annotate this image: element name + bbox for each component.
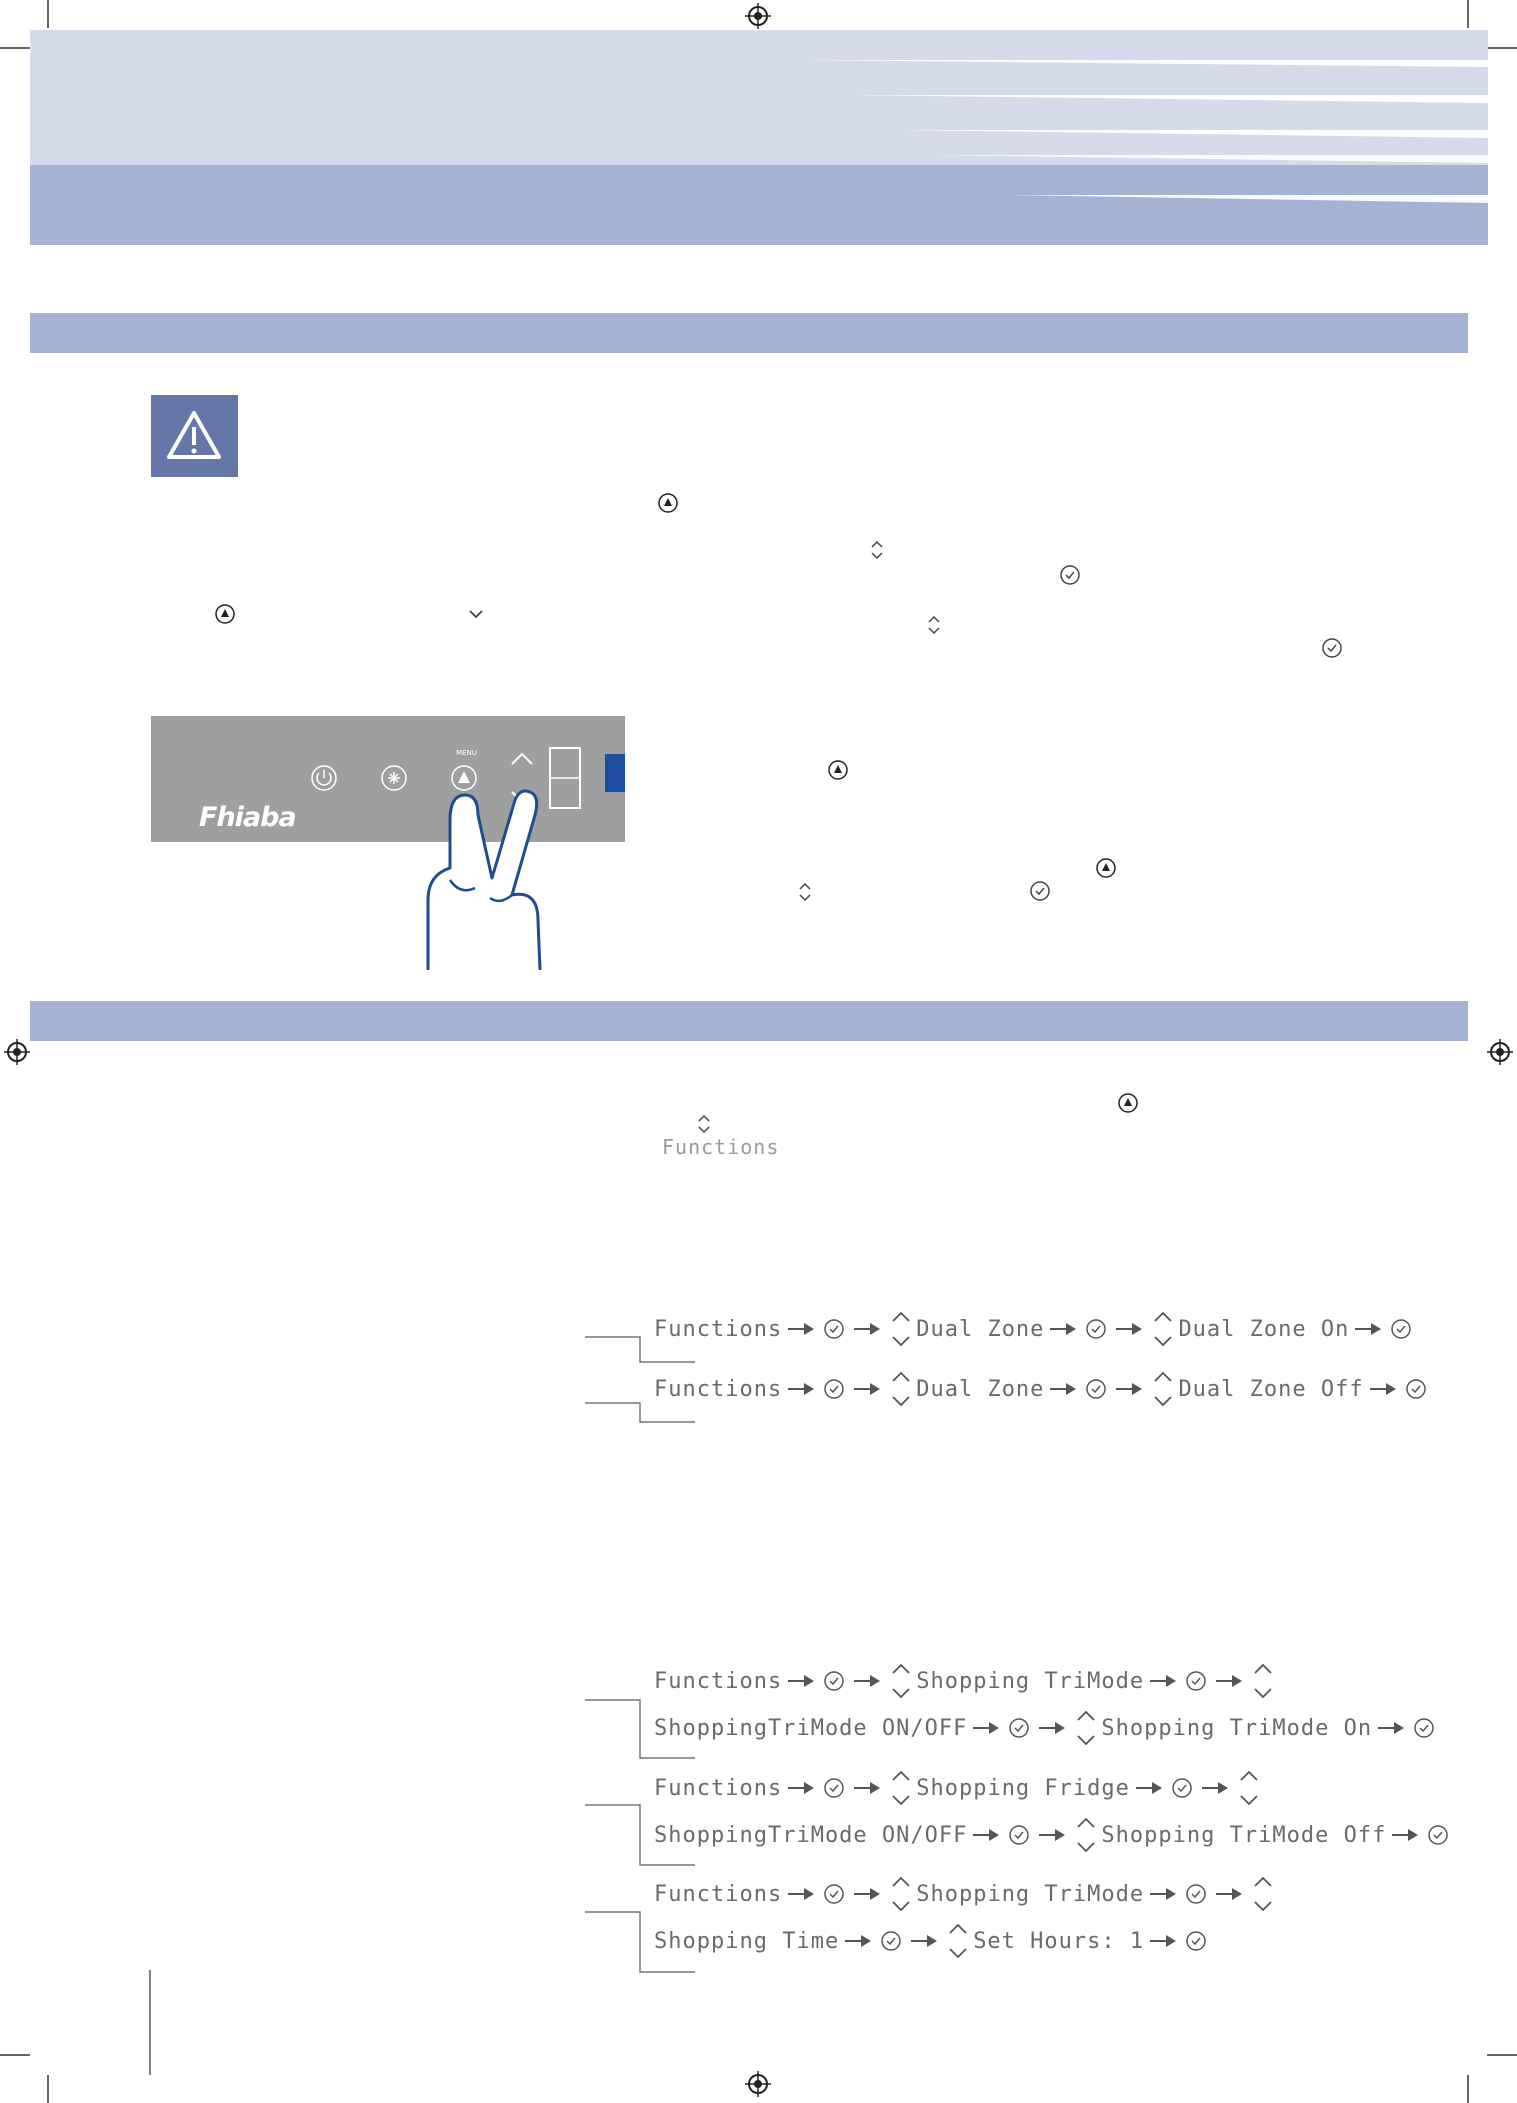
section-bar-2 xyxy=(30,1001,1468,1041)
check-icon xyxy=(1320,636,1344,660)
flow-step: Dual Zone xyxy=(916,1376,1045,1402)
flow-step: Functions xyxy=(654,1376,783,1402)
flow-row-dual-zone-off xyxy=(654,1369,1430,1409)
check-icon xyxy=(1170,1776,1194,1800)
up-down-arrow-icon xyxy=(1252,1661,1274,1701)
flow-step: ShoppingTriMode ON/OFF xyxy=(654,1822,968,1848)
check-icon xyxy=(1084,1317,1108,1341)
registration-mark-icon xyxy=(745,3,771,29)
arrow-right-icon xyxy=(854,1381,880,1397)
up-down-arrow-icon xyxy=(1075,1815,1097,1855)
flow-step: Shopping Fridge xyxy=(916,1775,1130,1801)
down-arrow-icon xyxy=(464,602,488,626)
flow-step: Shopping TriMode On xyxy=(1101,1715,1373,1741)
up-down-arrow-icon xyxy=(890,1309,912,1349)
flow-step: Dual Zone xyxy=(916,1316,1045,1342)
flow-row-dual-zone-on xyxy=(654,1309,1415,1349)
check-icon xyxy=(879,1929,903,1953)
arrow-right-icon xyxy=(1136,1780,1162,1796)
check-icon xyxy=(1184,1929,1208,1953)
arrow-right-icon xyxy=(1116,1381,1142,1397)
check-icon xyxy=(1007,1823,1031,1847)
arrow-right-icon xyxy=(973,1720,999,1736)
warning-icon xyxy=(151,395,238,477)
up-down-arrow-icon xyxy=(1152,1309,1174,1349)
arrow-right-icon xyxy=(788,1886,814,1902)
arrow-right-icon xyxy=(1216,1673,1242,1689)
up-down-arrow-icon xyxy=(890,1661,912,1701)
menu-button-icon xyxy=(213,602,237,626)
arrow-right-icon xyxy=(1216,1886,1242,1902)
arrow-right-icon xyxy=(1050,1321,1076,1337)
arrow-right-icon xyxy=(854,1321,880,1337)
up-down-arrow-icon xyxy=(865,538,889,562)
brand-logo: Fhiaba xyxy=(199,802,296,833)
flow-step: Functions xyxy=(654,1668,783,1694)
up-down-arrow-icon xyxy=(890,1369,912,1409)
snowflake-icon xyxy=(382,766,406,790)
flow-row-shopping-2a xyxy=(654,1768,1264,1808)
flow-step: Functions xyxy=(654,1316,783,1342)
flow-row-shopping-1b xyxy=(654,1708,1438,1748)
check-icon xyxy=(822,1882,846,1906)
arrow-right-icon xyxy=(1039,1720,1065,1736)
check-icon xyxy=(1389,1317,1413,1341)
arrow-right-icon xyxy=(911,1933,937,1949)
up-down-arrow-icon xyxy=(692,1112,716,1136)
menu-button-icon xyxy=(1116,1091,1140,1115)
flow-row-shopping-3a xyxy=(654,1874,1278,1914)
arrow-right-icon xyxy=(1050,1381,1076,1397)
up-down-arrow-icon xyxy=(890,1768,912,1808)
arrow-right-icon xyxy=(845,1933,871,1949)
arrow-right-icon xyxy=(854,1886,880,1902)
up-down-arrow-icon xyxy=(1152,1369,1174,1409)
check-icon xyxy=(1028,879,1052,903)
check-icon xyxy=(822,1776,846,1800)
check-icon xyxy=(822,1377,846,1401)
up-down-arrow-icon xyxy=(922,613,946,637)
arrow-right-icon xyxy=(1150,1933,1176,1949)
arrow-right-icon xyxy=(1370,1381,1396,1397)
up-down-arrow-icon xyxy=(793,880,817,904)
check-icon xyxy=(1184,1669,1208,1693)
up-down-arrow-icon xyxy=(1075,1708,1097,1748)
menu-button-icon xyxy=(1094,856,1118,880)
arrow-right-icon xyxy=(854,1673,880,1689)
flow-step: Dual Zone Off xyxy=(1178,1376,1364,1402)
menu-label: MENU xyxy=(456,749,477,757)
flow-row-shopping-2b xyxy=(654,1815,1452,1855)
menu-button-icon xyxy=(826,758,850,782)
arrow-right-icon xyxy=(973,1827,999,1843)
header-streaks xyxy=(780,55,1488,225)
warning-box xyxy=(151,395,238,477)
menu-button-icon xyxy=(656,491,680,515)
registration-mark-icon xyxy=(745,2071,771,2097)
up-down-arrow-icon xyxy=(1252,1874,1274,1914)
arrow-right-icon xyxy=(1202,1780,1228,1796)
arrow-right-icon xyxy=(1150,1673,1176,1689)
arrow-right-icon xyxy=(1355,1321,1381,1337)
up-down-arrow-icon xyxy=(890,1874,912,1914)
flow-step: Functions xyxy=(654,1775,783,1801)
arrow-right-icon xyxy=(1378,1720,1404,1736)
flow-step: Shopping Time xyxy=(654,1928,840,1954)
up-down-arrow-icon xyxy=(947,1921,969,1961)
check-icon xyxy=(1404,1377,1428,1401)
check-icon xyxy=(1058,563,1082,587)
flow-step: Dual Zone On xyxy=(1178,1316,1350,1342)
arrow-right-icon xyxy=(788,1321,814,1337)
arrow-right-icon xyxy=(788,1381,814,1397)
flow-step: Functions xyxy=(654,1881,783,1907)
check-icon xyxy=(822,1317,846,1341)
check-icon xyxy=(1426,1823,1450,1847)
arrow-right-icon xyxy=(1150,1886,1176,1902)
flow-step: Shopping TriMode Off xyxy=(1101,1822,1387,1848)
registration-mark-icon xyxy=(4,1039,30,1065)
arrow-right-icon xyxy=(1392,1827,1418,1843)
arrow-right-icon xyxy=(854,1780,880,1796)
section-bar-1 xyxy=(30,313,1468,353)
functions-hint: Functions xyxy=(662,1135,780,1159)
flow-step: ShoppingTriMode ON/OFF xyxy=(654,1715,968,1741)
arrow-right-icon xyxy=(1039,1827,1065,1843)
flow-row-shopping-1a xyxy=(654,1661,1278,1701)
up-down-arrow-icon xyxy=(1238,1768,1260,1808)
power-icon xyxy=(312,766,336,790)
registration-mark-icon xyxy=(1487,1039,1513,1065)
arrow-right-icon xyxy=(788,1780,814,1796)
check-icon xyxy=(1184,1882,1208,1906)
arrow-right-icon xyxy=(788,1673,814,1689)
flow-step: Shopping TriMode xyxy=(916,1881,1145,1907)
flow-row-shopping-3b xyxy=(654,1921,1210,1961)
check-icon xyxy=(1084,1377,1108,1401)
flow-step: Set Hours: 1 xyxy=(973,1928,1145,1954)
check-icon xyxy=(822,1669,846,1693)
check-icon xyxy=(1007,1716,1031,1740)
panel-display-accent xyxy=(605,754,625,792)
check-icon xyxy=(1412,1716,1436,1740)
hand-icon xyxy=(420,780,560,975)
arrow-right-icon xyxy=(1116,1321,1142,1337)
flow-step: Shopping TriMode xyxy=(916,1668,1145,1694)
